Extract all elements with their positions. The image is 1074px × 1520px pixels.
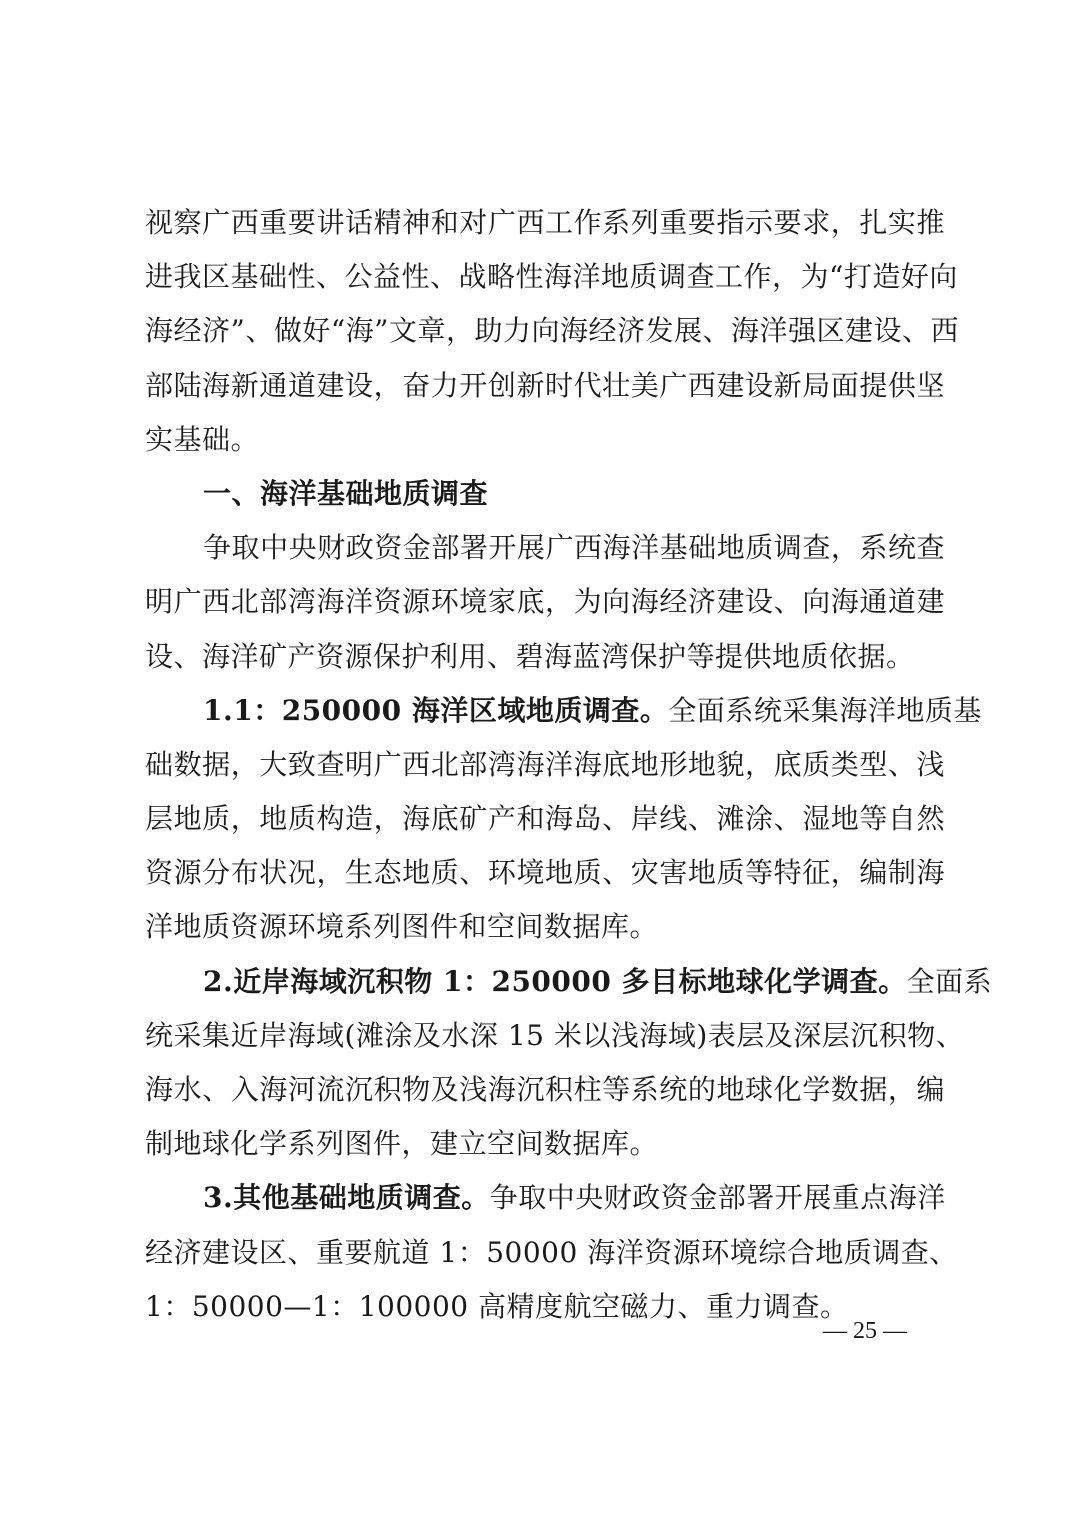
paragraph-line: 海经济”、做好“海”文章，助力向海经济发展、海洋强区建设、西 xyxy=(145,314,959,348)
paragraph-line: 1：50000—1：100000 高精度航空磁力、重力调查。 xyxy=(145,1289,849,1323)
paragraph-line: 部陆海新通道建设，奋力开创新时代壮美广西建设新局面提供坚 xyxy=(145,368,945,402)
item-text: 全面系 xyxy=(906,964,993,998)
item-title: 3.其他基础地质调查。 xyxy=(203,1181,490,1215)
paragraph-line: 洋地质资源环境系列图件和空间数据库。 xyxy=(145,910,659,944)
item-first-line xyxy=(145,955,993,1009)
paragraph-line: 经济建设区、重要航道 1：50000 海洋资源环境综合地质调查、 xyxy=(145,1235,958,1269)
paragraph-line: 设、海洋矿产资源保护利用、碧海蓝湾保护等提供地质依据。 xyxy=(145,639,915,673)
item-text: 全面系统采集海洋地质基 xyxy=(668,693,982,727)
item-title: 1.1：250000 海洋区域地质调查。 xyxy=(203,693,669,727)
document-body xyxy=(145,196,993,1334)
item-first-line xyxy=(145,684,982,738)
paragraph-line: 海水、入海河流沉积物及浅海沉积柱等系统的地球化学数据，编 xyxy=(145,1073,945,1106)
paragraph-line: 视察广西重要讲话精神和对广西工作系列重要指示要求，扎实推 xyxy=(145,206,945,239)
paragraph-line: 统采集近岸海域(滩涂及水深 15 米以浅海域)表层及深层沉积物、 xyxy=(145,1018,965,1052)
item-text: 争取中央财政资金部署开展重点海洋 xyxy=(489,1181,946,1215)
paragraph-line: 层地质，地质构造，海底矿产和海岛、岸线、滩涂、湿地等自然 xyxy=(145,802,945,836)
paragraph-line: 争取中央财政资金部署开展广西海洋基础地质调查，系统查 xyxy=(203,531,945,565)
page-number: — 25 — xyxy=(823,1318,907,1344)
paragraph-line: 明广西北部湾海洋资源环境家底，为向海经济建设、向海通道建 xyxy=(145,585,945,619)
paragraph-line: 进我区基础性、公益性、战略性海洋地质调查工作，为“打造好向 xyxy=(145,260,958,294)
paragraph-line: 资源分布状况，生态地质、环境地质、灾害地质等特征，编制海 xyxy=(145,856,945,890)
paragraph-line: 制地球化学系列图件，建立空间数据库。 xyxy=(145,1127,659,1161)
paragraph-line: 实基础。 xyxy=(145,422,260,456)
item-title: 2.近岸海域沉积物 1：250000 多目标地球化学调查。 xyxy=(203,964,907,998)
item-first-line xyxy=(145,1171,945,1225)
paragraph-line: 础数据，大致查明广西北部湾海洋海底地形地貌，底质类型、浅 xyxy=(145,747,945,781)
section-heading: 一、海洋基础地质调查 xyxy=(203,476,489,510)
